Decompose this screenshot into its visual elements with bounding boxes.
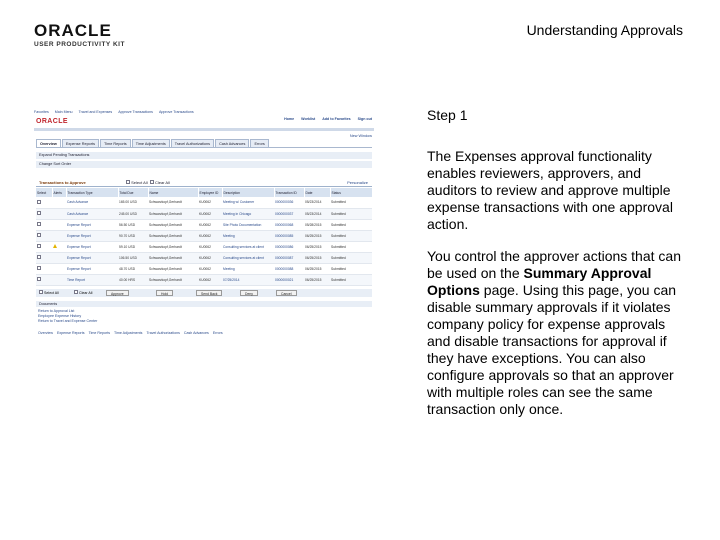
header-bar	[34, 128, 374, 131]
new-window-link[interactable]: New Window	[349, 134, 372, 138]
tab-time-adjustments[interactable]: Time Adjustments	[132, 139, 170, 147]
description-link[interactable]: Consulting services at client	[222, 252, 274, 263]
description-link[interactable]: Meeting	[222, 230, 274, 241]
checkbox-icon[interactable]	[37, 266, 41, 270]
hold-button[interactable]: Hold	[156, 290, 173, 296]
document-title: Understanding Approvals	[526, 22, 683, 38]
transaction-id-link[interactable]: 0000000087	[274, 252, 304, 263]
transaction-id-link[interactable]: 0000000088	[274, 263, 304, 274]
transaction-type-link[interactable]: Expense Report	[66, 230, 118, 241]
tab-divider	[36, 147, 372, 148]
select-cell[interactable]	[36, 241, 52, 252]
bottom-nav	[38, 331, 227, 335]
column-header: Employee ID	[198, 188, 222, 197]
paragraph-intro: The Expenses approval functionality enables reviewers, approvers, and auditors to review and approve multiple expense transactions with one approval action.	[427, 148, 673, 232]
table-row	[36, 263, 372, 274]
status: Submitted	[330, 197, 372, 208]
transaction-type-link[interactable]: Cash Advance	[66, 208, 118, 219]
breadcrumb-link[interactable]: Favorites	[34, 110, 49, 114]
alert-cell	[52, 241, 66, 252]
send-back-button[interactable]: Send Back	[196, 290, 222, 296]
transaction-date: 06/25/2015	[304, 230, 330, 241]
bottom-nav-link[interactable]: Time Reports	[88, 331, 110, 335]
top-links	[277, 117, 372, 121]
transaction-date: 06/25/2015	[304, 252, 330, 263]
column-header: Select	[36, 188, 52, 197]
description-link[interactable]: Site Photo Documentation	[222, 219, 274, 230]
alert-cell	[52, 208, 66, 219]
employee-id: KU0062	[198, 230, 222, 241]
employee-name: Schwarzkopf,Gerhardt	[148, 197, 198, 208]
top-link[interactable]: Sign out	[357, 117, 372, 121]
table-row	[36, 208, 372, 219]
employee-name: Schwarzkopf,Gerhardt	[148, 274, 198, 285]
total-due: 165.00 USD	[118, 197, 148, 208]
warning-icon	[53, 244, 57, 248]
employee-name: Schwarzkopf,Gerhardt	[148, 252, 198, 263]
cancel-button[interactable]: Cancel	[276, 290, 297, 296]
table-header-row	[36, 188, 372, 197]
transaction-id-link[interactable]: 0000000085	[274, 230, 304, 241]
transaction-type-link[interactable]: Cash Advance	[66, 197, 118, 208]
employee-name: Schwarzkopf,Gerhardt	[148, 219, 198, 230]
status: Submitted	[330, 208, 372, 219]
status: Submitted	[330, 252, 372, 263]
employee-id: KU0062	[198, 274, 222, 285]
checkbox-icon[interactable]	[74, 290, 78, 294]
change-sort-section[interactable]: Change Sort Order	[36, 161, 372, 168]
document-links	[38, 309, 97, 324]
status: Submitted	[330, 274, 372, 285]
checkbox-icon[interactable]	[39, 290, 43, 294]
employee-id: KU0062	[198, 219, 222, 230]
tab-expense-reports[interactable]: Expense Reports	[62, 139, 99, 147]
select-cell[interactable]	[36, 219, 52, 230]
grid-title: Transactions to Approve	[39, 180, 86, 185]
breadcrumb-link[interactable]: Approve Transactions	[158, 110, 194, 114]
bottom-nav-link[interactable]: Time Adjustments	[114, 331, 143, 335]
bottom-nav-link[interactable]: Expense Reports	[56, 331, 85, 335]
select-cell[interactable]	[36, 263, 52, 274]
application-screenshot	[34, 104, 374, 340]
description-link[interactable]: Consulting services at client	[222, 241, 274, 252]
breadcrumb-link[interactable]: Approve Transactions	[118, 110, 153, 114]
alert-cell	[52, 197, 66, 208]
total-due: 56.50 USD	[118, 219, 148, 230]
description-link[interactable]: Meeting w/ Customer	[222, 197, 274, 208]
transaction-type-link[interactable]: Expense Report	[66, 219, 118, 230]
select-cell[interactable]	[36, 197, 52, 208]
clear-all-label: Clear All	[154, 180, 170, 185]
select-cell[interactable]	[36, 208, 52, 219]
action-bar	[36, 289, 372, 297]
employee-id: KU0062	[198, 252, 222, 263]
top-link[interactable]: Worklist	[301, 117, 316, 121]
column-header: Status	[330, 188, 372, 197]
description-link[interactable]: Meeting in Chicago	[222, 208, 274, 219]
column-header: Date	[304, 188, 330, 197]
approve-button[interactable]: Approve	[106, 290, 129, 296]
total-due: 59.10 USD	[118, 241, 148, 252]
alert-cell	[52, 219, 66, 230]
transaction-id-link[interactable]: 0000000036	[274, 197, 304, 208]
action-select-all[interactable]	[39, 289, 59, 297]
total-due: 106.50 USD	[118, 252, 148, 263]
checkbox-icon[interactable]	[37, 211, 41, 215]
grid-header	[36, 179, 372, 187]
description-link[interactable]: 07/25/2014	[222, 274, 274, 285]
column-header: Total Due	[118, 188, 148, 197]
logo-tagline: USER PRODUCTIVITY KIT	[34, 41, 125, 48]
expand-pending-section[interactable]: Expand Pending Transactions	[36, 152, 372, 159]
checkbox-icon[interactable]	[37, 233, 41, 237]
breadcrumb-link[interactable]: Travel and Expenses	[78, 110, 113, 114]
column-header: Transaction ID	[274, 188, 304, 197]
table-row	[36, 219, 372, 230]
status: Submitted	[330, 241, 372, 252]
table-row	[36, 274, 372, 285]
transaction-date: 05/23/2014	[304, 197, 330, 208]
status: Submitted	[330, 230, 372, 241]
select-cell[interactable]	[36, 252, 52, 263]
alert-cell	[52, 230, 66, 241]
transaction-id-link[interactable]: 0000000068	[274, 219, 304, 230]
employee-id: KU0062	[198, 208, 222, 219]
breadcrumb-link[interactable]: Main Menu	[54, 110, 73, 114]
select-all-label: Select All	[131, 180, 148, 185]
paragraph-options-lead: You control the approver actions that can be used on the	[427, 248, 681, 281]
table-row	[36, 241, 372, 252]
logo-wordmark: ORACLE	[34, 21, 112, 40]
tab-overview[interactable]: Overview	[36, 139, 61, 147]
column-header: Alerts	[52, 188, 66, 197]
status: Submitted	[330, 263, 372, 274]
transaction-type-link[interactable]: Expense Report	[66, 252, 118, 263]
transaction-id-link[interactable]: 0000000086	[274, 241, 304, 252]
transaction-date: 06/25/2015	[304, 274, 330, 285]
checkbox-icon[interactable]	[37, 244, 41, 248]
documents-section[interactable]: Documents	[36, 301, 372, 307]
status: Submitted	[330, 219, 372, 230]
select-cell[interactable]	[36, 274, 52, 285]
total-due: 40.00 HRS	[118, 274, 148, 285]
table-row	[36, 252, 372, 263]
employee-name: Schwarzkopf,Gerhardt	[148, 241, 198, 252]
alert-cell	[52, 263, 66, 274]
breadcrumb	[34, 108, 374, 117]
employee-name: Schwarzkopf,Gerhardt	[148, 230, 198, 241]
deny-button[interactable]: Deny	[240, 290, 258, 296]
alert-cell	[52, 274, 66, 285]
total-due: 90.70 USD	[118, 230, 148, 241]
description-link[interactable]: Meeting	[222, 263, 274, 274]
personalize-link[interactable]: Personalize	[347, 180, 368, 185]
employee-id: KU0062	[198, 263, 222, 274]
page-tabs	[36, 139, 269, 147]
document-link[interactable]: Employee Expense History	[38, 314, 82, 318]
screenshot-oracle-logo: ORACLE	[36, 118, 68, 125]
transaction-type-link[interactable]: Time Report	[66, 274, 118, 285]
step-label: Step 1	[427, 107, 468, 123]
summary-approval-options-term: Summary Approval Options	[427, 265, 652, 298]
bottom-nav-link[interactable]: Overview	[38, 331, 53, 335]
transaction-type-link[interactable]: Expense Report	[66, 241, 118, 252]
document-link[interactable]: Return to Approval List	[38, 309, 75, 313]
transaction-type-link[interactable]: Expense Report	[66, 263, 118, 274]
bottom-nav-link[interactable]: Errors	[212, 331, 223, 335]
table-row	[36, 197, 372, 208]
column-header: Description	[222, 188, 274, 197]
transaction-date: 06/25/2015	[304, 263, 330, 274]
transaction-date: 05/23/2014	[304, 208, 330, 219]
alert-cell	[52, 252, 66, 263]
employee-name: Schwarzkopf,Gerhardt	[148, 208, 198, 219]
total-due: 245.00 USD	[118, 208, 148, 219]
tab-time-reports[interactable]: Time Reports	[100, 139, 131, 147]
transaction-date: 05/28/2015	[304, 219, 330, 230]
checkbox-icon[interactable]	[37, 222, 41, 226]
tab-travel-authorizations[interactable]: Travel Authorizations	[171, 139, 214, 147]
document-link[interactable]: Return to Travel and Expense Center	[38, 319, 98, 323]
checkbox-icon[interactable]	[150, 180, 154, 184]
column-header: Name	[148, 188, 198, 197]
transaction-date: 06/25/2015	[304, 241, 330, 252]
action-clear-all[interactable]	[74, 289, 92, 297]
bottom-nav-link[interactable]: Travel Authorizations	[146, 331, 180, 335]
checkbox-icon[interactable]	[37, 200, 41, 204]
paragraph-options	[427, 248, 683, 418]
employee-id: KU0062	[198, 197, 222, 208]
table-row	[36, 230, 372, 241]
oracle-upk-logo	[34, 22, 154, 48]
transactions-table	[36, 188, 373, 286]
grid-select-controls[interactable]	[126, 179, 170, 187]
total-due: 48.70 USD	[118, 263, 148, 274]
select-all-label: Select All	[44, 291, 59, 295]
paragraph-options-rest: page. Using this page, you can disable summary approvals if it violates company policy for expense approvals and disable transactions for approval if they have exceptions. You can also configure approvals so that an approver with multiple roles can see the same transaction only once.	[427, 282, 677, 417]
transaction-id-link[interactable]: 0000000021	[274, 274, 304, 285]
employee-name: Schwarzkopf,Gerhardt	[148, 263, 198, 274]
tab-errors[interactable]: Errors	[250, 139, 268, 147]
top-link[interactable]: Home	[284, 117, 295, 121]
transaction-id-link[interactable]: 0000000037	[274, 208, 304, 219]
select-cell[interactable]	[36, 230, 52, 241]
employee-id: KU0062	[198, 241, 222, 252]
column-header: Transaction Type	[66, 188, 118, 197]
checkbox-icon[interactable]	[37, 255, 41, 259]
checkbox-icon[interactable]	[37, 277, 41, 281]
checkbox-icon[interactable]	[126, 180, 130, 184]
top-link[interactable]: Add to Favorites	[322, 117, 351, 121]
bottom-nav-link[interactable]: Cash Advances	[183, 331, 209, 335]
clear-all-label: Clear All	[79, 291, 93, 295]
tab-cash-advances[interactable]: Cash Advances	[215, 139, 249, 147]
